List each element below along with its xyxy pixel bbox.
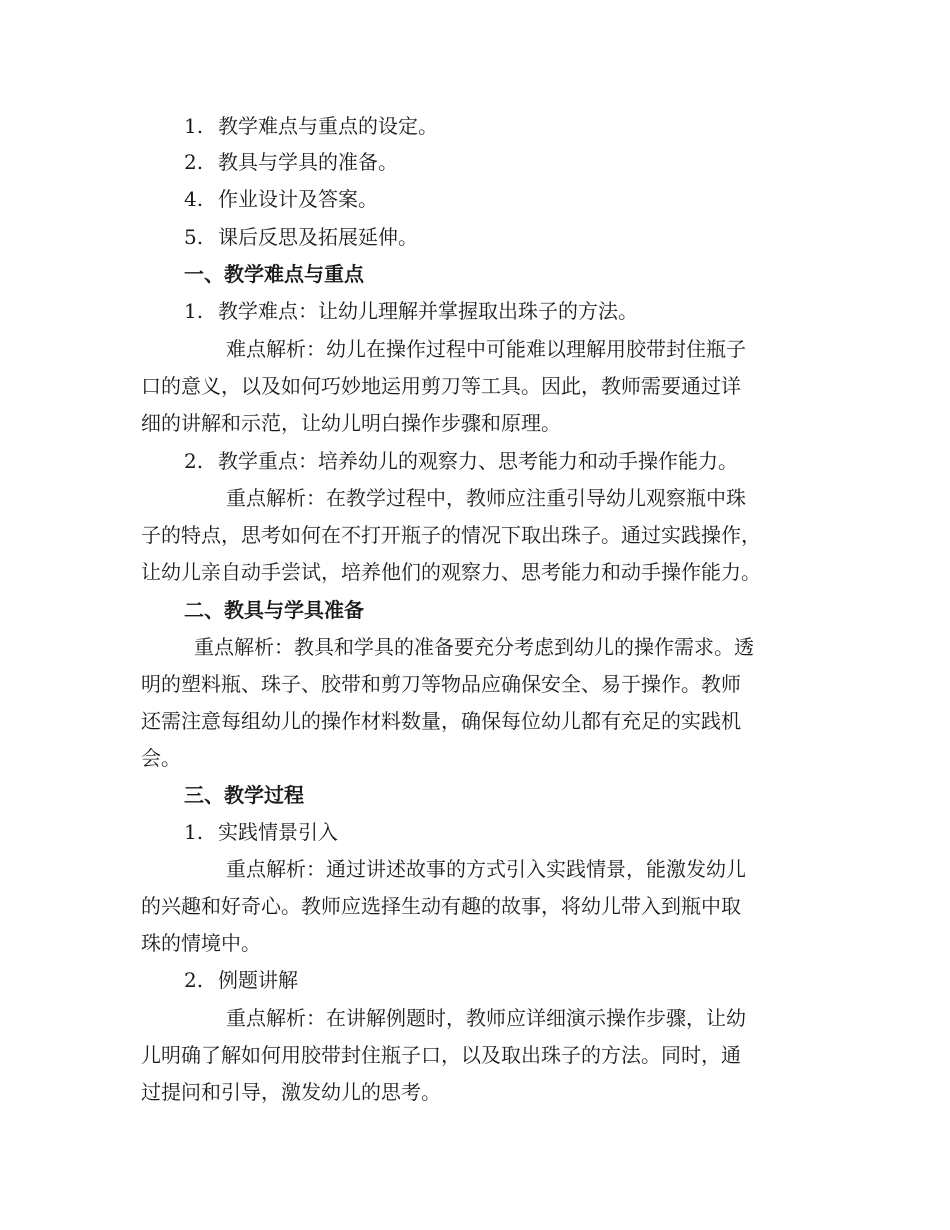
paragraph-line: 难点解析：幼儿在操作过程中可能难以理解用胶带封住瓶子 (226, 337, 746, 361)
paragraph-line: 重点解析：教具和学具的准备要充分考虑到幼儿的操作需求。透 (194, 635, 754, 659)
paragraph-line: 儿明确了解如何用胶带封住瓶子口，以及取出珠子的方法。同时，通 (141, 1043, 741, 1067)
section-heading: 二、教具与学具准备 (184, 598, 364, 622)
paragraph-line: 会。 (141, 746, 181, 770)
paragraph-line: 重点解析：在教学过程中，教师应注重引导幼儿观察瓶中珠 (226, 486, 746, 510)
paragraph-line: 珠的情境中。 (141, 931, 261, 955)
outline-item: 4. 作业设计及答案。 (184, 187, 378, 211)
numbered-item: 1. 实践情景引入 (184, 820, 338, 844)
paragraph-line: 口的意义，以及如何巧妙地运用剪刀等工具。因此，教师需要通过详 (141, 374, 741, 398)
paragraph-line: 明的塑料瓶、珠子、胶带和剪刀等物品应确保安全、易于操作。教师 (141, 672, 741, 696)
numbered-item: 1. 教学难点：让幼儿理解并掌握取出珠子的方法。 (184, 299, 638, 323)
numbered-item: 2. 教学重点：培养幼儿的观察力、思考能力和动手操作能力。 (184, 449, 738, 473)
outline-item: 1. 教学难点与重点的设定。 (184, 114, 438, 138)
outline-item: 2. 教具与学具的准备。 (184, 150, 398, 174)
paragraph-line: 过提问和引导，激发幼儿的思考。 (141, 1080, 441, 1104)
paragraph-line: 重点解析：通过讲述故事的方式引入实践情景，能激发幼儿 (226, 857, 746, 881)
paragraph-line: 让幼儿亲自动手尝试，培养他们的观察力、思考能力和动手操作能力。 (141, 560, 761, 584)
section-heading: 三、教学过程 (184, 783, 304, 807)
paragraph-line: 重点解析：在讲解例题时，教师应详细演示操作步骤，让幼 (226, 1006, 746, 1030)
section-heading: 一、教学难点与重点 (184, 262, 364, 286)
paragraph-line: 子的特点，思考如何在不打开瓶子的情况下取出珠子。通过实践操作， (141, 523, 761, 547)
outline-item: 5. 课后反思及拓展延伸。 (184, 225, 418, 249)
paragraph-line: 还需注意每组幼儿的操作材料数量，确保每位幼儿都有充足的实践机 (141, 709, 741, 733)
paragraph-line: 细的讲解和示范，让幼儿明白操作步骤和原理。 (141, 411, 561, 435)
numbered-item: 2. 例题讲解 (184, 968, 298, 992)
paragraph-line: 的兴趣和好奇心。教师应选择生动有趣的故事，将幼儿带入到瓶中取 (141, 894, 741, 918)
